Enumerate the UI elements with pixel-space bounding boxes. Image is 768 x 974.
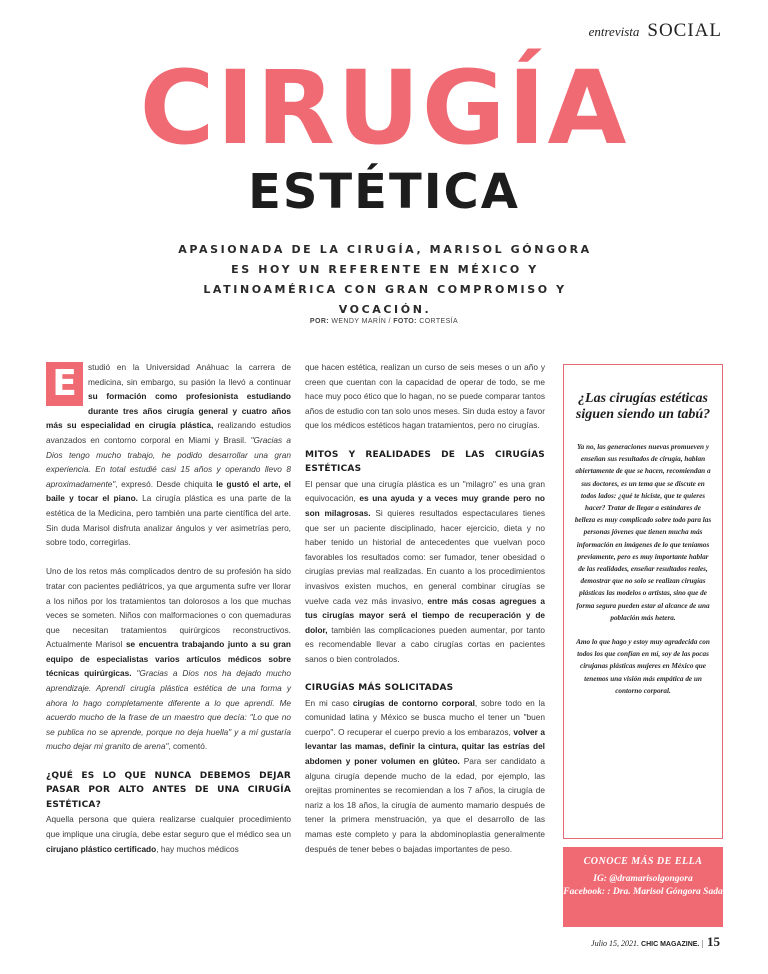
article-paragraph-2 — [46, 564, 291, 754]
page-number: 15 — [707, 934, 720, 949]
sidebar-box — [563, 364, 723, 839]
bold-text: es una ayuda y a veces muy grande pero no son milagrosas. — [305, 493, 545, 518]
text-run: que hacen estética, realizan un curso de seis meses o un año y creen que cuentan con la capacidad de operar de todo, se me hace muy poco ético que lo hagan, no se puede comparar tantos años de estudio con tan solo unos meses. Sin duda estoy a favor que los médicos estéticos hagan tratamientos, pero no cirugías. — [305, 362, 545, 431]
text-run: Si quieres resultados espectaculares tienes que ser un paciente disciplinado, hacer ejercicio, dieta y no haber tenido un historial de antecedentes que vuelvan poco favorables los resultados como: ser fumador, tener obesidad o cirugías previas mal realizadas. En cuanto a los procedimientos invasivos existen muchos, en general combinar cirugías se vuelve cada vez más invasivo, — [305, 507, 546, 606]
article-column-1 — [46, 360, 291, 871]
quote-text: "Gracias a Dios nos ha dejado mucho aprendizaje. Aprendí cirugía plástica estética de una forma y ahora lo hago completamente diferente a lo que aprendí. Me acuerdo mucho de la frase de un maestro que decía: "Lo que no se publica no se aprende, porque no deja huella" y a mí gustaría mucho dejar mi granito de arena" — [46, 668, 291, 752]
text-run: Uno de los retos más complicados dentro de su profesión ha sido tratar con pacientes pediátricos, ya que argumenta sufre ver llorar a los niños por los tratamientos tan dolorosos a los que muchas veces se someten. Niños con malformaciones o con quemaduras que necesitan tratamientos quirúrgicos reconstructivos. Actualmente Marisol — [46, 566, 291, 650]
article-paragraph-3-cont — [305, 360, 545, 433]
byline — [0, 318, 768, 325]
text-run: El pensar que una cirugía plástica es un "milagro" es una gran equivocación, — [305, 478, 545, 504]
bold-text: volver a levantar las mamas, definir la cintura, quitar las estrías del abdomen y poner volumen en glúteo. — [305, 726, 545, 767]
byline-por-label: POR: — [309, 318, 330, 325]
text-run: La cirugía plástica es una parte de la estética de la Medicina, pero también una parte científica del arte. Sin duda Marisol disfruta analizar ángulos y ver asimetrías pero, sobre todo, corregirlas. — [46, 493, 291, 548]
text-run: también las complicaciones pueden aumentar, por tanto es recomendable llevar a cabo cirugías cortas en pacientes sanos o bien controlados. — [305, 624, 545, 664]
instagram-handle[interactable]: IG: @dramarisolgongora — [593, 874, 693, 884]
sidebar-heading: ¿Las cirugías estéticas siguen siendo un tabú? — [575, 391, 711, 422]
footer-separator: | — [701, 939, 703, 948]
title-line-1: CIRUGÍA — [139, 49, 629, 168]
article-column-2 — [305, 360, 545, 871]
article-paragraph-1 — [46, 360, 291, 550]
byline-author: WENDY MARÍN / — [329, 318, 394, 325]
quote-text: "Gracias a Dios tengo mucho trabajo, he podido desarrollar una gran experiencia. En total estudié casi 15 años y operando llevo 8 aproximadamente" — [46, 434, 292, 489]
bold-text: su formación como profesionista estudiando durante tres años cirugía general y cuatro años más su especialidad en cirugía plástica, — [46, 391, 291, 431]
text-run: realizando estudios avanzados en contorno corporal en Miami y Brasil. — [46, 420, 291, 445]
article-paragraph-5 — [305, 696, 545, 857]
article-paragraph-4 — [305, 477, 545, 667]
text-run: studió en la Universidad Anáhuac la carrera de medicina, sin embargo, su pasión la llevó a continuar — [88, 362, 291, 387]
drop-cap: E — [46, 362, 83, 406]
text-run: Para ser candidato a alguna cirugía depende mucho de la edad, por ejemplo, las orejitas prominentes se recomiendan a los 7 años, la cirugía de nariz a los 18 años, la cirugía de aumento mamario después de tener la primera menstruación, ya que el desarrollo de las mamas este completo y para la abdominoplastia generalmente después de tener bebes o bajadas importantes de peso. — [305, 756, 545, 854]
title-line-2: ESTÉTICA — [248, 164, 520, 220]
section-pre: entrevista — [588, 24, 640, 39]
byline-photo: CORTESÍA — [416, 318, 459, 325]
text-run: , hay muchos médicos — [156, 843, 239, 854]
section-name: SOCIAL — [647, 20, 722, 41]
facebook-handle[interactable]: Facebook: : Dra. Marisol Góngora Sada — [563, 887, 723, 897]
bold-text: se encuentra trabajando junto a su gran equipo de especialistas varios artículos médicos sobre técnicas quirúrgicas. — [46, 639, 291, 679]
text-run: , expresó. Desde chiquita — [115, 478, 217, 489]
sidebar-paragraph-2: Amo lo que hago y estoy muy agradecida con todos los que confían en mí, soy de las pocas cirujanas plásticas mujeres en México que tenemos una visión más empática de un contorno corporal. — [576, 638, 710, 695]
bold-text: cirujano plástico certificado — [46, 843, 157, 854]
heading-myths: MITOS Y REALIDADES DE LAS CIRUGÍAS ESTÉTICAS — [305, 449, 545, 475]
conoce-heading: CONOCE MÁS DE ELLA — [583, 856, 703, 867]
footer-date: Julio 15, 2021. — [591, 939, 640, 948]
bold-text: cirugías de contorno corporal — [352, 697, 475, 708]
byline-foto-label: FOTO: — [393, 318, 417, 325]
subtitle: APASIONADA DE LA CIRUGÍA, MARISOL GÓNGORA ES HOY UN REFERENTE EN MÉXICO Y LATINOAMÉRICA CON GRAN COMPROMISO Y VOCACIÓN. — [178, 243, 592, 316]
text-run: En mi caso — [305, 697, 353, 708]
conoce-box — [563, 847, 723, 927]
heading-most-requested: CIRUGÍAS MÁS SOLICITADAS — [305, 683, 454, 694]
section-tag — [589, 20, 722, 42]
text-run: Aquella persona que quiera realizarse cualquier procedimiento que implique una cirugía, debe estar seguro que el médico sea un — [46, 814, 291, 839]
footer-magazine: CHIC MAGAZINE. — [641, 941, 700, 948]
heading-before-surgery: ¿QUÉ ES LO QUE NUNCA DEBEMOS DEJAR PASAR POR ALTO ANTES DE UNA CIRUGÍA ESTÉTICA? — [46, 770, 291, 810]
bold-text: entre más cosas agregues a tus cirugías mayor será el tiempo de recuperación y de dolor, — [305, 595, 545, 635]
article-paragraph-3 — [46, 812, 291, 856]
text-run: , comentó. — [168, 741, 208, 752]
bold-text: le gustó el arte, el baile y tocar el piano. — [46, 478, 291, 504]
page-footer — [591, 934, 720, 950]
sidebar-paragraph-1: Ya no, las generaciones nuevas promueven y enseñan sus resultados de cirugía, hablan abiertamente de que se hacen, recomiendan a sus doctores, es un tema que se discute en todos lados: ¿qué te hiciste, que te quieres hacer? Tratar de llegar a estándares de belleza es muy complicado sobre todo para las personas jóvenes que tienen mucha más información en imágenes de lo que teníamos previamente, pero es muy importante hablar de las realidades, enseñar resultados reales, demostrar que no solo se realizan cirugías plásticas las modelos o artistas, sino que de forma segura pueden estar al alcance de una población más hetera. — [574, 443, 712, 622]
text-run: , sobre todo en la comunidad latina y México se busca mucho el tener un "buen cuerpo". O recuperar el cuerpo previo a los embarazos, — [305, 697, 545, 737]
